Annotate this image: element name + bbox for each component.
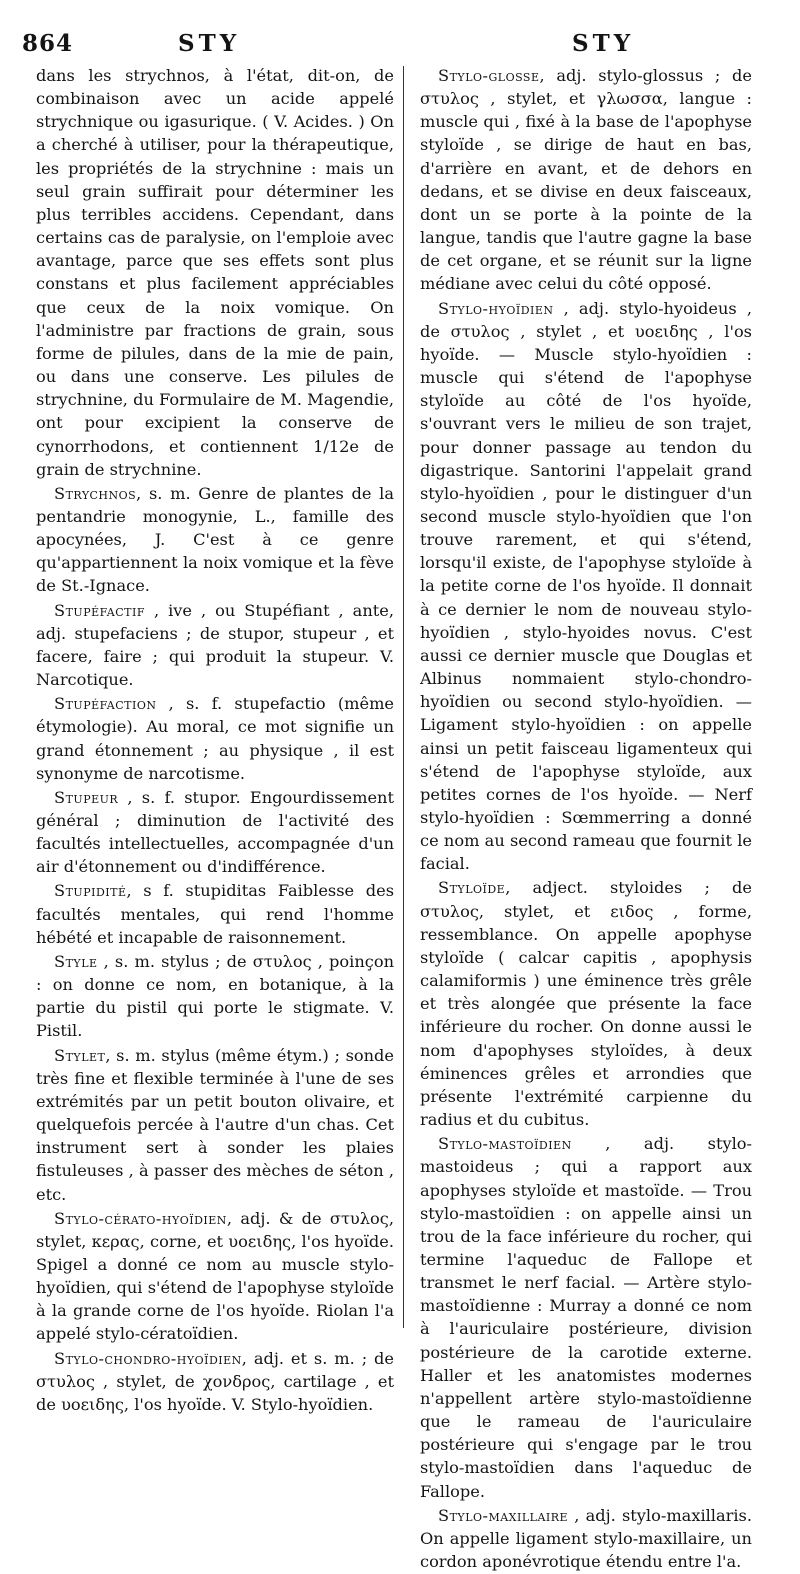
headword: Stylo-cérato-hyoïdien <box>54 1208 227 1228</box>
entry-stylo-cerato-hyoidien: Stylo-cérato-hyoïdien, adj. & de στυλος, stylet, κερας, corne, et υοειδης, l'os hyoïde. Spigel a donné ce nom au muscle stylo-hyoïdien, qui s'étend de l'apophyse styloïde à la grande corne de l'os hyoïde. Riolan l'a appelé stylo-cératoïdien. <box>36 1208 394 1344</box>
entry-stupefaction: Stupéfaction , s. f. stupefactio (même étymologie). Au moral, ce mot signifie un grand étonnement ; au physique , il est synonyme de narcotisme. <box>36 694 394 783</box>
headword: Style <box>54 951 98 971</box>
headword: Stupidité <box>54 881 127 901</box>
headword: Stylo-glosse <box>438 66 540 85</box>
running-head-left: STY <box>178 30 241 57</box>
entry-continuation: dans les strychnos, à l'état, dit-on, de combinaison avec un acide appelé strychnique ou igasurique. ( V. Acides. ) On a cherché à utiliser, pour la thérapeutique, les propriétés de la strychnine : mais un seul grain suffirait pour déterminer les plus terribles accidens. Cependant, dans certains cas de paralysie, on l'emploie avec avantage, parce que ses effets sont plus constans et plus facilement appréciables que ceux de la noix vomique. On l'administre par fractions de grain, sous forme de pilules, dans de la mie de pain, ou dans une conserve. Les pilules de strychnine, du Formulaire de M. Magendie, ont pour excipient la conserve de cynorrhodons, et contiennent 1/12e de grain de strychnine. <box>36 66 394 479</box>
headword: Stylo-mastoïdien <box>438 1134 572 1154</box>
headword: Stylo-hyoïdien <box>438 298 554 318</box>
headword: Stupeur <box>54 787 119 807</box>
entry-stylo-hyoidien: Stylo-hyoïdien , adj. stylo-hyoideus , de στυλος , stylet , et υοειδης , l'os hyoïde. — Muscle stylo-hyoïdien : muscle qui s'étend de l'apophyse styloïde au côté de l'os hyoïde, s'ouvrant vers le milieu de son trajet, pour donner passage au tendon du digastrique. Santorini l'appelait grand stylo-hyoïdien , pour le distinguer d'un second muscle stylo-hyoïdien que l'on trouve rarement, et qui s'étend, lorsqu'il existe, de l'apophyse styloïde à la petite corne de l'os hyoïde. Il donnait à ce dernier le nom de nouveau stylo-hyoïdien , stylo-hyoides novus. C'est aussi ce dernier muscle que Douglas et Albinus nommaient stylo-chondro-hyoïdien ou second stylo-hyoïdien. — Ligament stylo-hyoïdien : on appelle ainsi un petit faisceau ligamenteux qui s'étend de l'apophyse styloïde, aux petites cornes de l'os hyoïde. — Nerf stylo-hyoïdien : Sœmmerring a donné ce nom au second rameau que fournit le facial. <box>420 298 752 874</box>
headword: Styloïde <box>438 878 506 898</box>
left-column <box>36 64 394 1417</box>
headword: Stupéfaction <box>54 694 157 714</box>
headword: Strychnos <box>54 483 137 503</box>
page-number: 864 <box>22 30 74 57</box>
headword: Stupéfactif <box>54 600 145 620</box>
entry-styloide: Styloïde, adject. styloides ; de στυλος, stylet, et ειδος , forme, ressemblance. On appelle apophyse styloïde ( calcar capitis , apophysis calamiformis ) une éminence très grêle et très alongée que présente la face inférieure du rocher. On donne aussi le nom d'apophyses styloïdes, à deux éminences grêles et arrondies que présente l'extrémité carpienne du radius et du cubitus. <box>420 878 752 1130</box>
column-divider <box>403 66 404 1328</box>
entry-stupidite: Stupidité, s f. stupiditas Faiblesse des facultés mentales, qui rend l'homme hébété et incapable de raisonnement. <box>36 881 394 947</box>
entry-stylo-maxillaire: Stylo-maxillaire , adj. stylo-maxillaris. On appelle ligament stylo-maxillaire, un cordon aponévrotique étendu entre l'a. <box>420 1505 752 1571</box>
entry-style: Style , s. m. stylus ; de στυλος , poinçon : on donne ce nom, en botanique, à la partie du pistil qui porte le stigmate. V. Pistil. <box>36 951 394 1041</box>
entry-stupefactif: Stupéfactif , ive , ou Stupéfiant , ante, adj. stupefaciens ; de stupor, stupeur , et facere, faire ; qui produit la stupeur. V. Narcotique. <box>36 600 394 690</box>
entry-stylo-chondro-hyoidien: Stylo-chondro-hyoïdien, adj. et s. m. ; de στυλος , stylet, de χονδρος, cartilage , et de υοειδης, l'os hyoïde. V. Stylo-hyoïdien. <box>36 1348 394 1414</box>
entry-stylo-mastoidien: Stylo-mastoïdien , adj. stylo-mastoideus ; qui a rapport aux apophyses styloïde et mastoïde. — Trou stylo-mastoïdien : on appelle ainsi un trou de la face inférieure du rocher, qui termine l'aqueduc de Fallope et transmet le nerf facial. — Artère stylo-mastoïdienne : Murray a donné ce nom à l'auriculaire postérieure, division postérieure de la carotide externe. Haller et les anatomistes modernes n'appellent artère stylo-mastoïdienne que le rameau de l'auriculaire postérieure qui s'engage par le trou stylo-mastoïdien dans l'aqueduc de Fallope. <box>420 1134 752 1501</box>
right-column <box>420 64 752 1574</box>
headword: Stylo-maxillaire <box>438 1505 569 1525</box>
entry-strychnos: Strychnos, s. m. Genre de plantes de la pentandrie monogynie, L., famille des apocynées, J. C'est à ce genre qu'appartiennent la noix vomique et la fève de St.-Ignace. <box>36 483 394 596</box>
headword: Stylet <box>54 1045 106 1065</box>
running-head-right: STY <box>572 30 635 57</box>
headword: Stylo-chondro-hyoïdien <box>54 1348 242 1368</box>
entry-stylo-glosse: Stylo-glosse, adj. stylo-glossus ; de στυλος , stylet, et γλωσσα, langue : muscle qui , fixé à la base de l'apophyse styloïde , se dirige de haut en bas, d'arrière en avant, et de dehors en dedans, et se divise en deux faisceaux, dont un se porte à la pointe de la langue, tandis que l'autre gagne la base de cet organe, et se réunit sur la ligne médiane avec celui du côté opposé. <box>420 66 752 294</box>
entry-stupeur: Stupeur , s. f. stupor. Engourdissement général ; diminution de l'activité des facultés intellectuelles, accompagnée d'un air d'étonnement ou d'indifférence. <box>36 787 394 877</box>
entry-stylet: Stylet, s. m. stylus (même étym.) ; sonde très fine et flexible terminée à l'une de ses extrémités par un petit bouton olivaire, et quelquefois percée à l'autre d'un chas. Cet instrument sert à sonder les plaies fistuleuses , à passer des mèches de séton , etc. <box>36 1045 394 1204</box>
